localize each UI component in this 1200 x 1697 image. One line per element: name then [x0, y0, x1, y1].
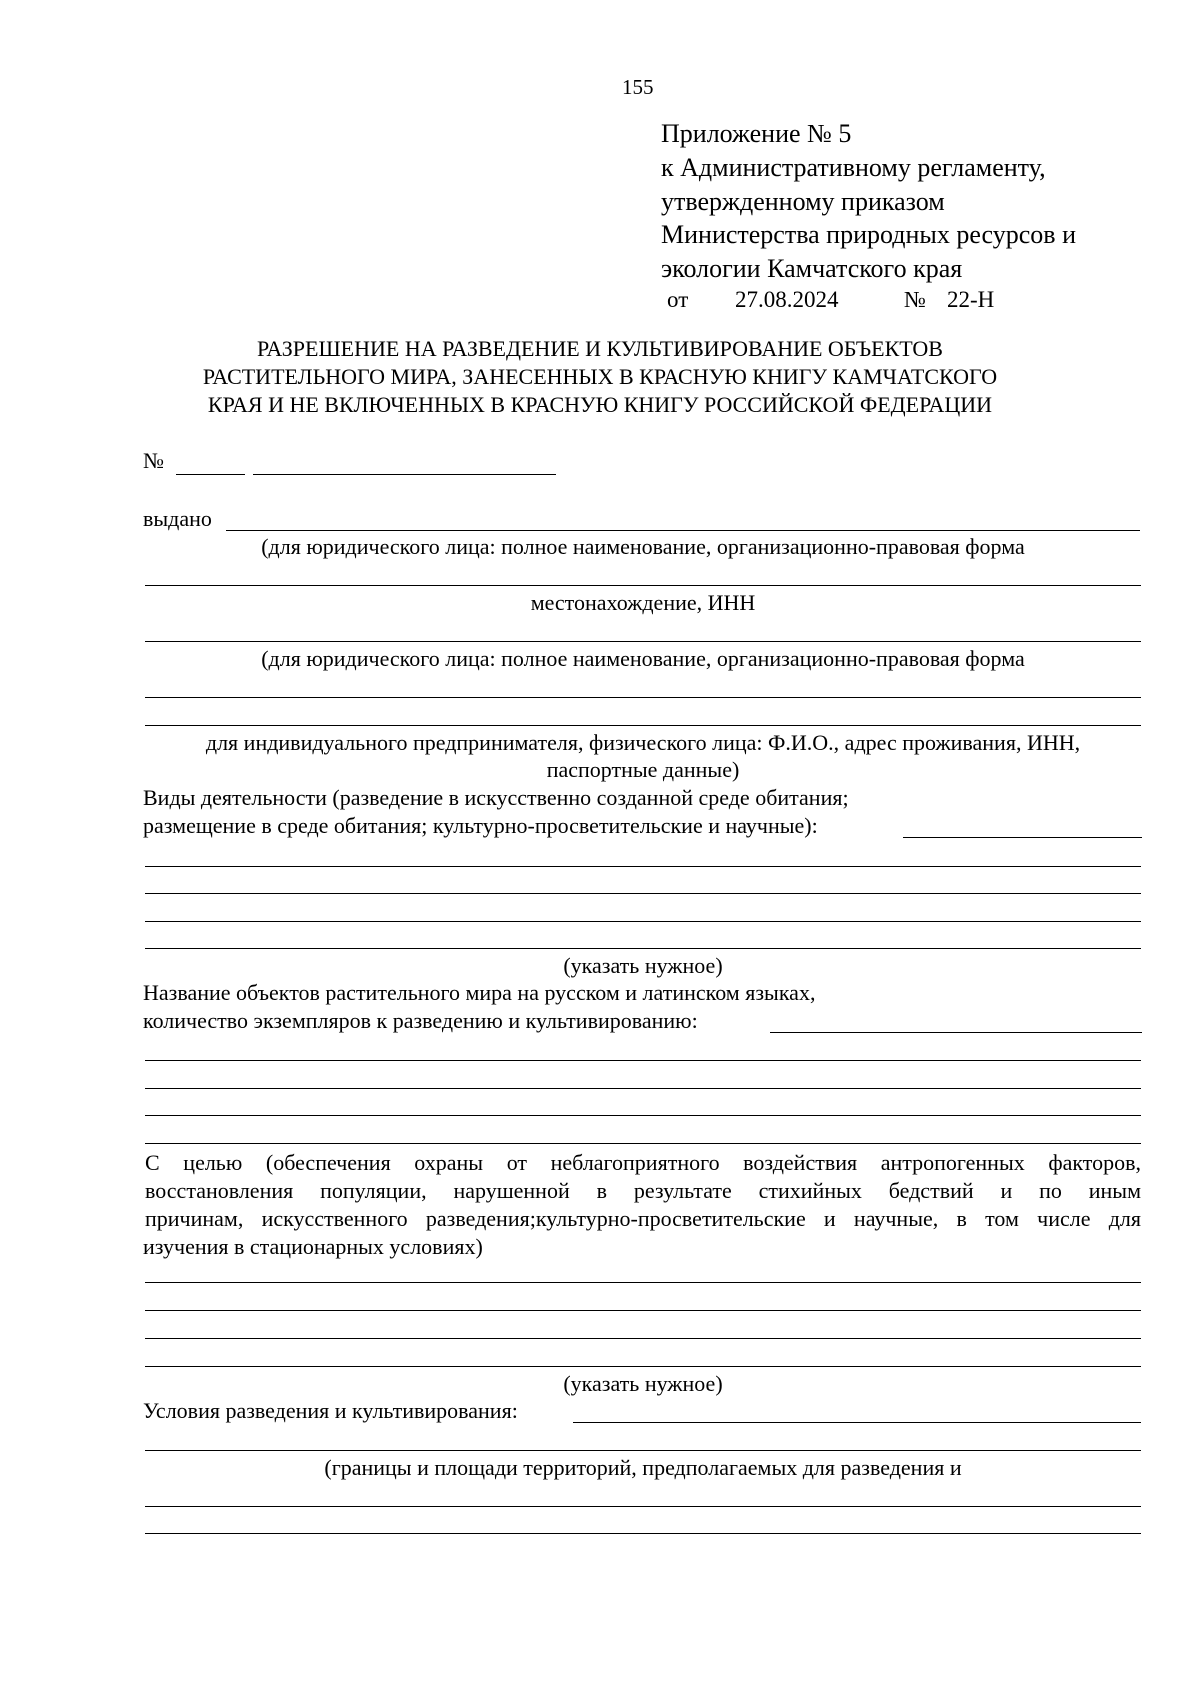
boundaries-hint: (границы и площади территорий, предполагаемых для разведения и: [324, 1455, 962, 1480]
purpose-line-1: С целью (обеспечения охраны от неблагоприятного воздействия антропогенных факторов,: [145, 1150, 1141, 1175]
conditions-field-line-4[interactable]: [145, 1533, 1141, 1534]
appendix-line-4: Министерства природных ресурсов и: [661, 220, 1076, 249]
purpose-field-line-3[interactable]: [145, 1338, 1141, 1339]
legal-entity-hint-2: (для юридического лица: полное наименование, организационно-правовая форма: [261, 646, 1025, 671]
individual-hint-1: для индивидуального предпринимателя, физического лица: Ф.И.О., адрес проживания, ИНН,: [205, 730, 1081, 755]
title-line-3: КРАЯ И НЕ ВКЛЮЧЕННЫХ В КРАСНУЮ КНИГУ РОССИЙСКОЙ ФЕДЕРАЦИИ: [207, 392, 993, 417]
appendix-date-prefix: от: [667, 287, 689, 312]
issued-field-line-5[interactable]: [145, 725, 1141, 726]
legal-entity-hint: (для юридического лица: полное наименование, организационно-правовая форма: [261, 534, 1025, 559]
individual-hint-2: паспортные данные): [546, 757, 740, 782]
activity-label-2: размещение в среде обитания; культурно-просветительские и научные):: [143, 813, 818, 838]
conditions-label: Условия разведения и культивирования:: [143, 1398, 518, 1423]
specify-hint-1: (указать нужное): [563, 953, 723, 978]
issued-field-line-2[interactable]: [145, 585, 1141, 586]
objects-label-1: Название объектов растительного мира на русском и латинском языках,: [143, 980, 816, 1005]
purpose-field-line-2[interactable]: [145, 1310, 1141, 1311]
activity-label-1: Виды деятельности (разведение в искусственно созданной среде обитания;: [143, 785, 849, 810]
number-field[interactable]: [176, 474, 245, 475]
purpose-line-2: восстановления популяции, нарушенной в результате стихийных бедствий и по иным: [145, 1178, 1141, 1203]
activity-field-line-5[interactable]: [145, 948, 1141, 949]
title-line-2: РАСТИТЕЛЬНОГО МИРА, ЗАНЕСЕННЫХ В КРАСНУЮ КНИГУ КАМЧАТСКОГО: [202, 364, 998, 389]
conditions-field-line-2[interactable]: [145, 1450, 1141, 1451]
conditions-field-line-3[interactable]: [145, 1506, 1141, 1507]
issued-label: выдано: [143, 506, 212, 531]
objects-label-2: количество экземпляров к разведению и культивированию:: [143, 1008, 698, 1033]
activity-field-line-4[interactable]: [145, 921, 1141, 922]
issued-field-line-3[interactable]: [145, 641, 1141, 642]
appendix-number: 22-Н: [947, 287, 995, 312]
activity-field-line-3[interactable]: [145, 893, 1141, 894]
issued-field-line-4[interactable]: [145, 697, 1141, 698]
page-number: 155: [622, 75, 654, 99]
appendix-line-1: Приложение № 5: [661, 119, 852, 148]
number-field-2[interactable]: [253, 474, 556, 475]
appendix-line-5: экологии Камчатского края: [661, 254, 963, 283]
appendix-number-prefix: №: [904, 287, 926, 312]
objects-field-line-2[interactable]: [145, 1060, 1141, 1061]
purpose-line-4: изучения в стационарных условиях): [143, 1234, 483, 1259]
issued-field[interactable]: [226, 530, 1140, 531]
number-label: №: [143, 448, 164, 473]
objects-field-line-5[interactable]: [145, 1143, 1141, 1144]
activity-field-line-2[interactable]: [145, 866, 1141, 867]
purpose-line-3: причинам, искусственного разведения;культурно-просветительские и научные, в том числе для: [145, 1206, 1141, 1231]
appendix-line-2: к Административному регламенту,: [661, 153, 1046, 182]
specify-hint-2: (указать нужное): [563, 1371, 723, 1396]
purpose-field-line-1[interactable]: [145, 1282, 1141, 1283]
objects-field-line-4[interactable]: [145, 1115, 1141, 1116]
activity-field[interactable]: [903, 837, 1142, 838]
objects-field[interactable]: [770, 1032, 1142, 1033]
appendix-date: 27.08.2024: [735, 287, 839, 312]
conditions-field[interactable]: [573, 1422, 1141, 1423]
purpose-field-line-4[interactable]: [145, 1366, 1141, 1367]
location-hint: местонахождение, ИНН: [530, 590, 756, 615]
appendix-line-3: утвержденному приказом: [661, 187, 945, 216]
objects-field-line-3[interactable]: [145, 1088, 1141, 1089]
title-line-1: РАЗРЕШЕНИЕ НА РАЗВЕДЕНИЕ И КУЛЬТИВИРОВАНИЕ ОБЪЕКТОВ: [257, 336, 943, 361]
